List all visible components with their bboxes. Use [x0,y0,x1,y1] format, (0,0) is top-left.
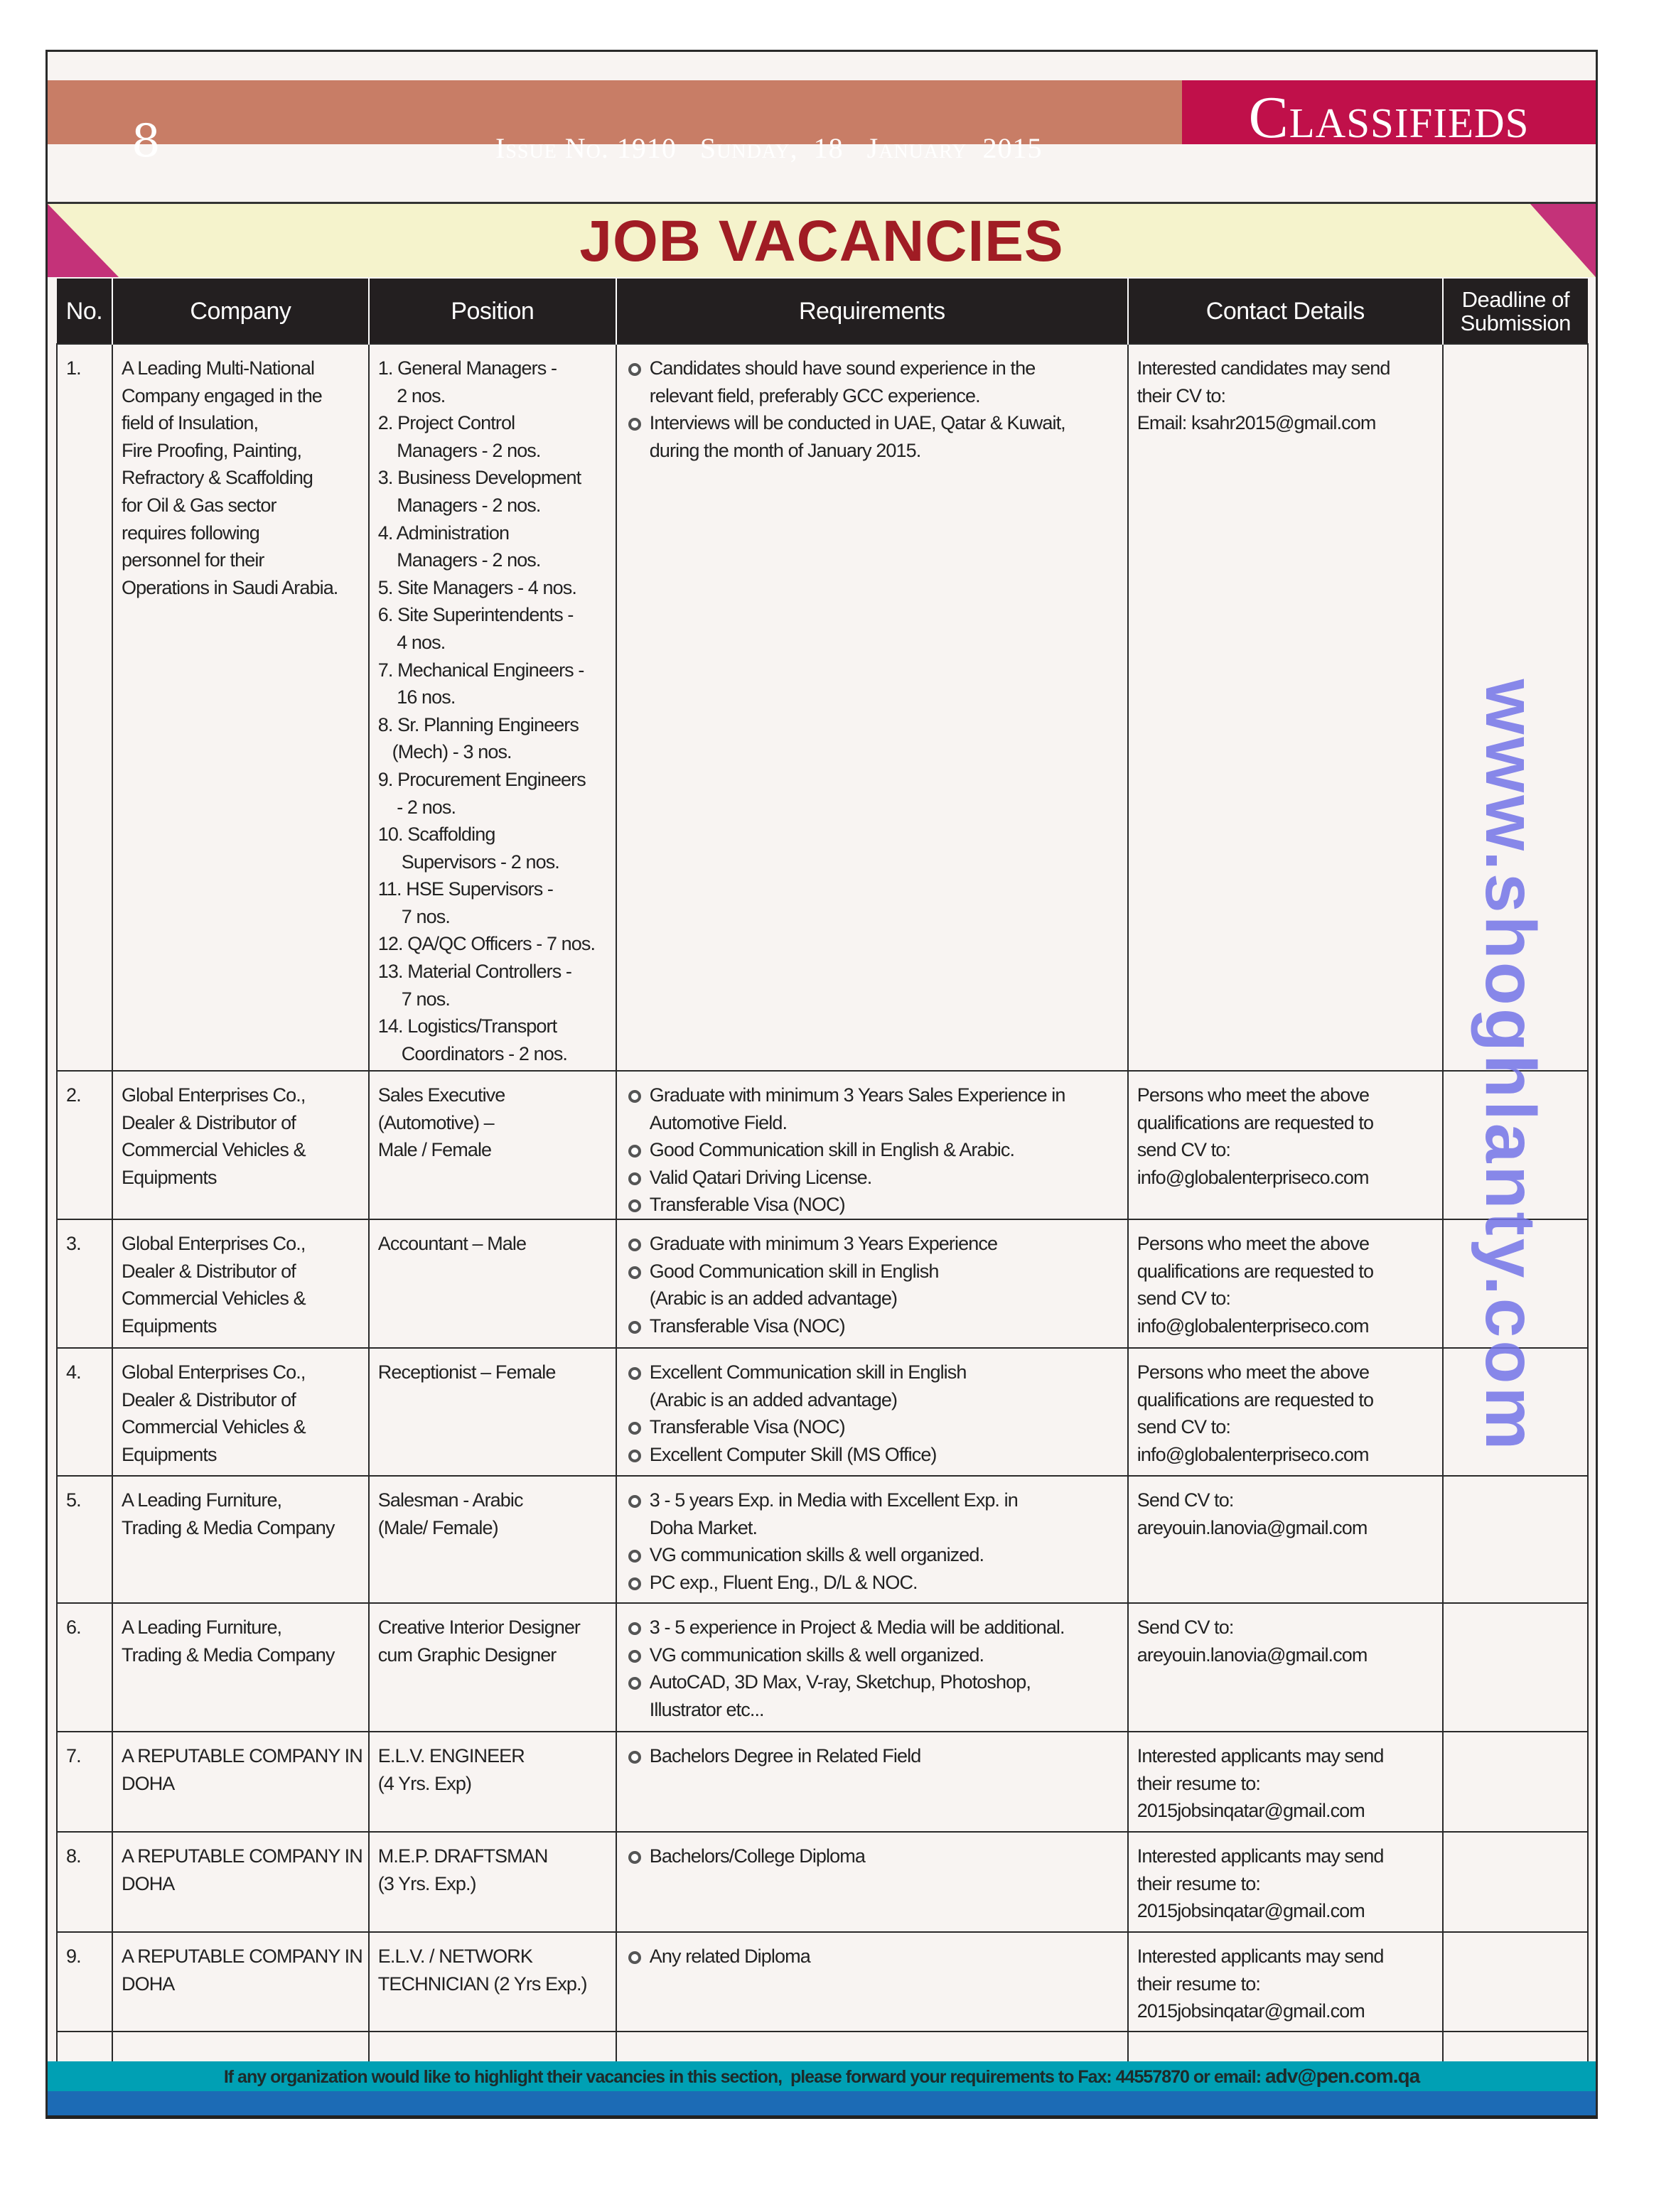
position-item: 12. QA/QC Officers - 7 nos. [377,933,596,955]
requirements-list [625,1843,1122,1870]
row-number: 2. [57,1071,112,1219]
position-cell [369,1071,616,1219]
requirement-item: Valid Qatari Driving License. [625,1164,1122,1192]
company-cell: Global Enterprises Co., Dealer & Distributor of Commercial Vehicles & Equipments [112,1071,369,1219]
page-title: JOB VACANCIES [579,209,1064,274]
requirements-list [625,1359,1122,1468]
classifieds-page [45,50,1598,2119]
position-cell [369,1932,616,2032]
requirement-item: Transferable Visa (NOC) [625,1312,1122,1340]
header-company: Company [112,279,369,344]
requirements-list [625,1943,1122,1970]
table-row [57,1932,1588,2032]
contact-cell: Interested applicants may send their resume to: 2015jobsinqatar@gmail.com [1128,1832,1443,1932]
watermark: www.shoghlanty.com [1471,679,1550,1453]
deadline-cell [1443,1219,1588,1348]
position-cell [369,1476,616,1603]
position-item: Receptionist – Female [377,1361,556,1383]
requirement-item: Transferable Visa (NOC) [625,1191,1122,1219]
requirement-item: Excellent Computer Skill (MS Office) [625,1441,1122,1469]
company-cell: A REPUTABLE COMPANY IN DOHA [112,1732,369,1832]
row-number: 3. [57,1219,112,1348]
contact-cell: Interested candidates may send their CV to: Email: ksahr2015@gmail.com [1128,344,1443,1071]
table-row [57,1832,1588,1932]
section-title: Classifieds [1248,85,1530,151]
deadline-cell [1443,1832,1588,1932]
row-number: 8. [57,1832,112,1932]
contact-cell: Persons who meet the above qualifications are requested to send CV to: info@globalenterpriseco.com [1128,1219,1443,1348]
requirements-list [625,1614,1122,1723]
deadline-cell [1443,344,1588,1071]
empty-cell [57,2032,112,2063]
table-row [57,344,1588,1071]
company-cell: Global Enterprises Co., Dealer & Distributor of Commercial Vehicles & Equipments [112,1219,369,1348]
empty-row [57,2032,1588,2063]
position-item: 5. Site Managers - 4 nos. [377,576,576,598]
requirement-item: Candidates should have sound experience in the relevant field, preferably GCC experience. [625,355,1122,409]
page-number: 8 [131,115,161,168]
requirement-item: 3 - 5 experience in Project & Media will be additional. [625,1614,1122,1641]
requirement-item: AutoCAD, 3D Max, V-ray, Sketchup, Photoshop, Illustrator etc... [625,1668,1122,1723]
position-item: 13. Material Controllers - 7 nos. [377,961,571,1010]
requirements-cell [616,1832,1128,1932]
position-item: 11. HSE Supervisors - 7 nos. [377,878,553,927]
requirements-cell [616,1071,1128,1219]
table-row [57,1071,1588,1219]
position-item: 3. Business Development Managers - 2 nos. [377,467,581,516]
header-position: Position [369,279,616,344]
requirement-item: Bachelors/College Diploma [625,1843,1122,1870]
contact-cell: Persons who meet the above qualifications are requested to send CV to: info@globalenterpriseco.com [1128,1071,1443,1219]
empty-cell [112,2032,369,2063]
contact-cell: Persons who meet the above qualifications are requested to send CV to: info@globalenterpriseco.com [1128,1348,1443,1476]
footer-text: If any organization would like to highlight their vacancies in this section, please forward your requirements to Fax: 44557870 or email: [223,2067,1266,2087]
footer-notice [48,2061,1596,2091]
position-item: 2. Project Control Managers - 2 nos. [377,412,541,461]
section-label-box [1182,80,1596,151]
requirements-cell [616,1732,1128,1832]
position-item: 9. Procurement Engineers - 2 nos. [377,768,586,818]
requirement-item: PC exp., Fluent Eng., D/L & NOC. [625,1569,1122,1597]
header-contact: Contact Details [1128,279,1443,344]
row-number: 1. [57,344,112,1071]
footer-bar [48,2091,1596,2115]
position-item: Creative Interior Designer cum Graphic Designer [377,1616,581,1666]
requirements-list [625,355,1122,464]
position-item: 1. General Managers - 2 nos. [377,357,557,406]
company-cell: Global Enterprises Co., Dealer & Distributor of Commercial Vehicles & Equipments [112,1348,369,1476]
deadline-cell [1443,1476,1588,1603]
requirement-item: Graduate with minimum 3 Years Sales Experience in Automotive Field. [625,1081,1122,1136]
table-row [57,1348,1588,1476]
requirement-item: 3 - 5 years Exp. in Media with Excellent Exp. in Doha Market. [625,1487,1122,1541]
table-row [57,1732,1588,1832]
table-header-row [57,279,1588,344]
deadline-cell [1443,1071,1588,1219]
footer-email[interactable]: adv@pen.com.qa [1265,2065,1420,2087]
requirement-item: Interviews will be conducted in UAE, Qatar & Kuwait, during the month of January 2015. [625,409,1122,464]
requirements-cell [616,1348,1128,1476]
contact-cell: Send CV to: areyouin.lanovia@gmail.com [1128,1476,1443,1603]
header-requirements: Requirements [616,279,1128,344]
position-cell [369,1603,616,1732]
header-band [48,80,1182,168]
row-number: 5. [57,1476,112,1603]
requirements-cell [616,1603,1128,1732]
empty-cell [1443,2032,1588,2063]
vacancies-table [56,279,1589,2063]
company-cell: A Leading Furniture, Trading & Media Company [112,1603,369,1732]
position-item: 4. Administration Managers - 2 nos. [377,522,541,571]
requirement-item: VG communication skills & well organized. [625,1541,1122,1569]
position-item: E.L.V. / NETWORK TECHNICIAN (2 Yrs Exp.) [377,1945,587,1995]
position-cell [369,1732,616,1832]
requirement-item: Good Communication skill in English (Arabic is an added advantage) [625,1258,1122,1312]
requirement-item: Excellent Communication skill in English (Arabic is an added advantage) [625,1359,1122,1413]
company-cell: A REPUTABLE COMPANY IN DOHA [112,1832,369,1932]
deadline-cell [1443,1603,1588,1732]
contact-cell: Interested applicants may send their resume to: 2015jobsinqatar@gmail.com [1128,1932,1443,2032]
company-cell: A Leading Multi-National Company engaged in the field of Insulation, Fire Proofing, Painting, Refractory & Scaffolding for Oil & Gas sector requires following personnel for their Operations in Saudi Arabia. [112,344,369,1071]
requirements-cell [616,1932,1128,2032]
header-no: No. [57,279,112,344]
row-number: 4. [57,1348,112,1476]
contact-cell: Send CV to: areyouin.lanovia@gmail.com [1128,1603,1443,1732]
position-item: 10. Scaffolding Supervisors - 2 nos. [377,824,559,873]
position-cell [369,344,616,1071]
row-number: 9. [57,1932,112,2032]
requirements-list [625,1742,1122,1770]
header-deadline: Deadline of Submission [1443,279,1588,344]
requirement-item: Graduate with minimum 3 Years Experience [625,1230,1122,1258]
position-item: M.E.P. DRAFTSMAN (3 Yrs. Exp.) [377,1845,548,1894]
position-item: E.L.V. ENGINEER (4 Yrs. Exp) [377,1744,525,1794]
requirements-list [625,1230,1122,1339]
empty-cell [369,2032,616,2063]
requirement-item: VG communication skills & well organized. [625,1641,1122,1669]
company-cell: A Leading Furniture, Trading & Media Company [112,1476,369,1603]
position-cell [369,1219,616,1348]
requirement-item: Bachelors Degree in Related Field [625,1742,1122,1770]
requirements-list [625,1487,1122,1596]
table-row [57,1603,1588,1732]
requirement-item: Any related Diploma [625,1943,1122,1970]
company-cell: A REPUTABLE COMPANY IN DOHA [112,1932,369,2032]
requirement-item: Transferable Visa (NOC) [625,1413,1122,1441]
position-item: 8. Sr. Planning Engineers (Mech) - 3 nos. [377,713,579,763]
deadline-cell [1443,1732,1588,1832]
requirement-item: Good Communication skill in English & Arabic. [625,1136,1122,1164]
requirements-cell [616,1476,1128,1603]
position-item: Accountant – Male [377,1232,527,1254]
position-cell [369,1348,616,1476]
position-cell [369,1832,616,1932]
requirements-list [625,1081,1122,1219]
position-item: 6. Site Superintendents - 4 nos. [377,604,574,653]
requirements-cell [616,344,1128,1071]
position-item: Sales Executive (Automotive) – Male / Female [377,1084,505,1161]
empty-cell [1128,2032,1443,2063]
issue-date: Issue No. 1910 Sunday, 18 January 2015 [495,132,1043,164]
row-number: 6. [57,1603,112,1732]
deadline-cell [1443,1348,1588,1476]
row-number: 7. [57,1732,112,1832]
position-item: Salesman - Arabic (Male/ Female) [377,1489,523,1538]
position-item: 7. Mechanical Engineers - 16 nos. [377,659,584,708]
table-row [57,1476,1588,1603]
table-row [57,1219,1588,1348]
empty-cell [616,2032,1128,2063]
table-body [57,344,1588,2063]
requirements-cell [616,1219,1128,1348]
position-item: 14. Logistics/Transport Coordinators - 2 nos. [377,1015,568,1064]
job-vacancies-banner [48,204,1596,277]
contact-cell: Interested applicants may send their resume to: 2015jobsinqatar@gmail.com [1128,1732,1443,1832]
deadline-cell [1443,1932,1588,2032]
